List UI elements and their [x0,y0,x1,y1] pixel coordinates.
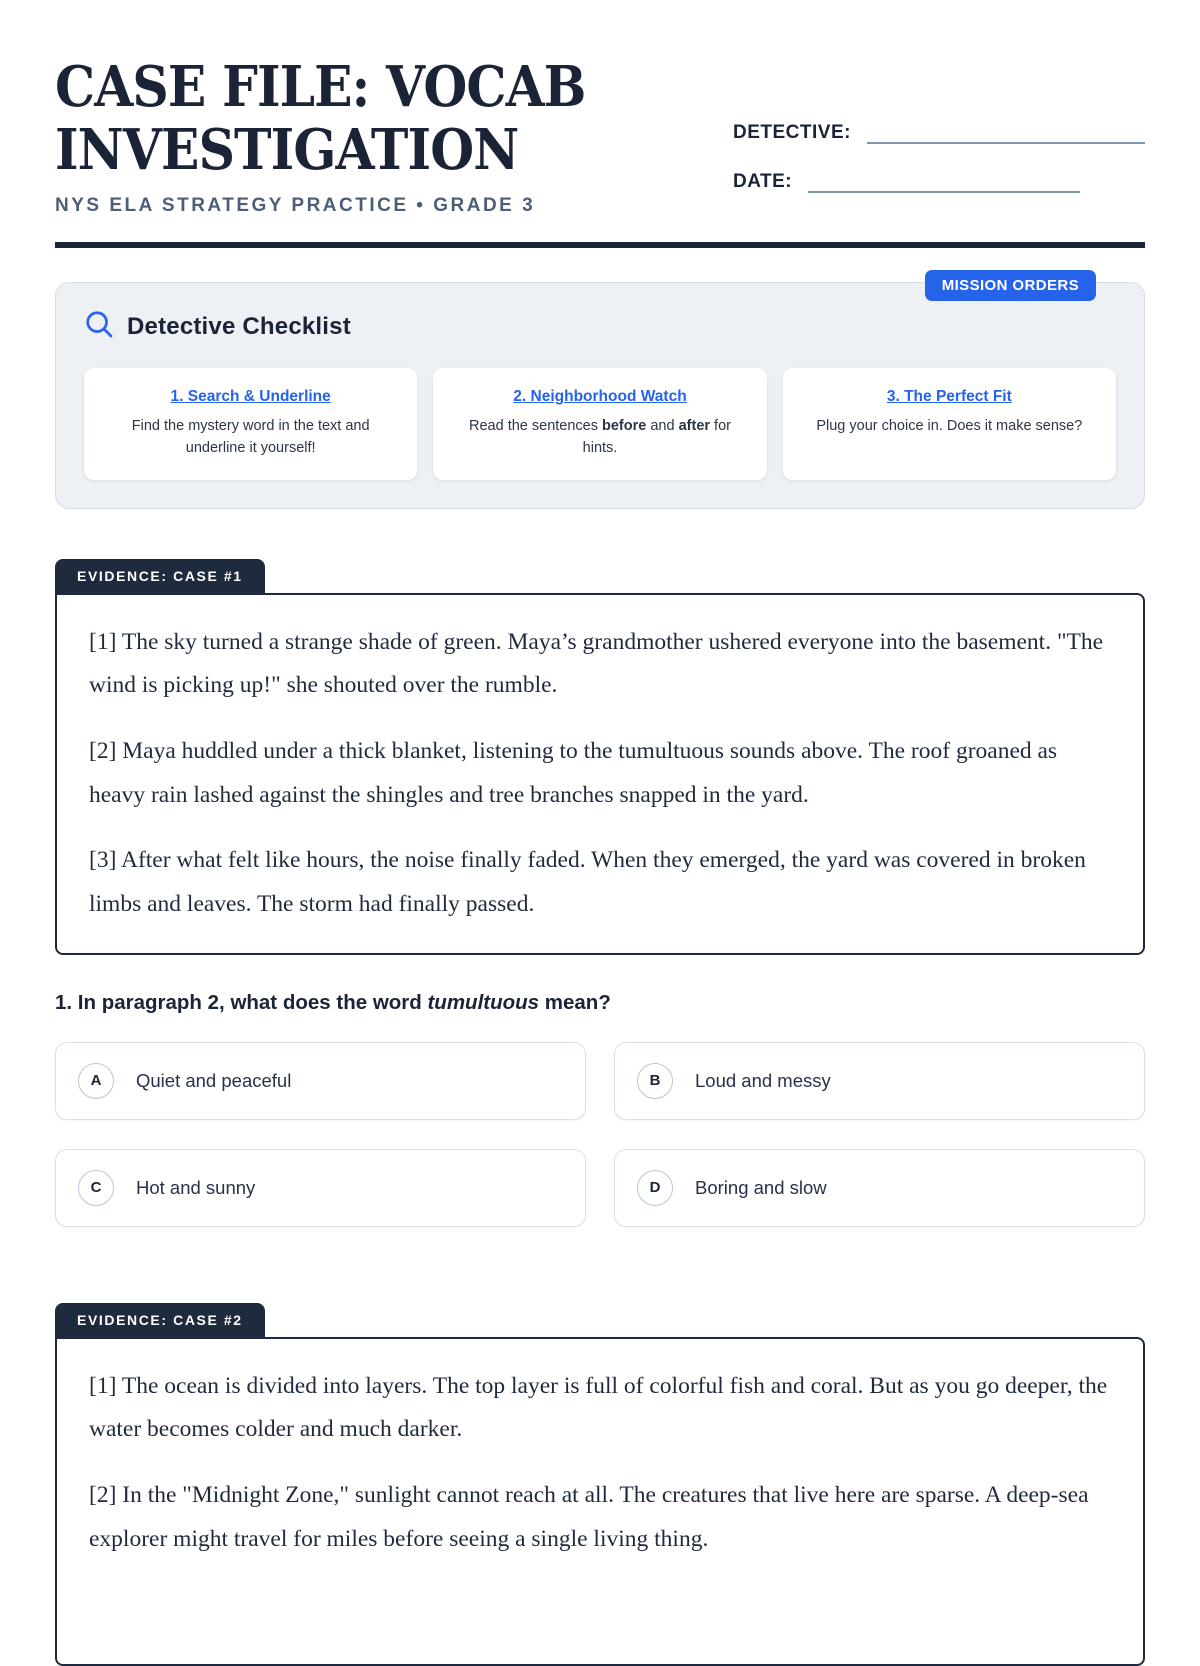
header-divider [55,242,1145,248]
date-blank-line[interactable] [808,171,1080,193]
checklist-card-2-heading[interactable]: 2. Neighborhood Watch [513,388,687,405]
evidence-case-1-box [55,593,1145,955]
detective-blank-line[interactable] [867,122,1145,144]
checklist-card-2-text-2: and [646,418,679,434]
page-title [55,56,665,181]
date-field-row [733,171,1145,193]
option-c-letter-circle: C [78,1170,114,1206]
checklist-card-3-text: Plug your choice in. Does it make sense? [816,418,1083,434]
option-d[interactable] [614,1149,1145,1227]
checklist-cards [84,368,1116,480]
evidence-case-2-tab: EVIDENCE: CASE #2 [55,1303,265,1337]
date-label: DATE: [733,171,793,192]
question-1-text-end: mean? [539,990,611,1014]
title-block [55,56,733,220]
option-d-text: Boring and slow [695,1176,827,1198]
header [55,56,1145,220]
evidence-case-2-section [55,1303,1145,1666]
option-a-letter-circle: A [78,1063,114,1099]
checklist-card-3-heading[interactable]: 3. The Perfect Fit [886,388,1012,405]
search-icon [84,309,114,344]
name-date-fields [733,56,1145,220]
case-2-paragraph-2: [2] In the "Midnight Zone," sunlight cannot reach at all. The creatures that live here are sparse. A deep-sea explorer might travel for miles before seeing a single living thing. [89,1482,1089,1552]
case-2-paragraph-1: [1] The ocean is divided into layers. The top layer is full of colorful fish and coral. But as you go deeper, the water becomes colder and much darker. [89,1372,1108,1443]
checklist-card-2-bold-before: before [602,418,647,434]
checklist-card-1-text: Find the mystery word in the text and underline it yourself! [131,418,370,456]
option-a[interactable] [55,1042,586,1120]
checklist-card-perfect-fit [783,368,1116,480]
detective-checklist-panel [55,277,1145,509]
question-1-vocab-word: tumultuous [427,990,540,1014]
option-d-letter-circle: D [637,1170,673,1206]
evidence-case-1-section [55,559,1145,955]
page-subtitle: NYS ELA STRATEGY PRACTICE • GRADE 3 [55,195,536,217]
option-c[interactable] [55,1149,586,1227]
case-1-paragraph-1: [1] The sky turned a strange shade of green. Maya’s grandmother ushered everyone into the basement. "The wind is picking up!" she shouted over the rumble. [89,628,1104,699]
option-a-text: Quiet and peaceful [136,1069,292,1091]
case-1-paragraph-3: [3] After what felt like hours, the noise finally faded. When they emerged, the yard was covered in broken limbs and leaves. The storm had finally passed. [89,847,1086,918]
evidence-case-2-box [55,1337,1145,1666]
mission-orders-badge: MISSION ORDERS [925,270,1096,301]
checklist-card-search-underline [84,368,417,480]
checklist-card-2-body [451,416,748,460]
detective-label: DETECTIVE: [733,122,851,143]
checklist-card-1-body [102,416,399,460]
answer-options [55,1042,1145,1227]
checklist-card-3-body [801,416,1098,438]
option-b-letter-circle: B [637,1063,673,1099]
page-title-line1: CASE FILE: VOCAB [55,54,586,120]
checklist-card-2-text-3: for hints. [582,418,731,456]
checklist-title: Detective Checklist [127,312,351,340]
question-1-text: 1. In paragraph 2, what does the word [55,990,428,1014]
option-b[interactable] [614,1042,1145,1120]
checklist-card-2-text-1: Read the sentences [469,418,603,434]
question-1 [55,991,1145,1015]
page-title-line2: INVESTIGATION [55,116,519,183]
option-c-text: Hot and sunny [136,1176,256,1198]
checklist-card-1-heading[interactable]: 1. Search & Underline [170,388,331,405]
checklist-card-neighborhood-watch [433,368,766,480]
detective-field-row [733,122,1145,144]
option-b-text: Loud and messy [695,1069,831,1091]
case-1-paragraph-2: [2] Maya huddled under a thick blanket, listening to the tumultuous sounds above. The roof groaned as heavy rain lashed against the shingles and tree branches snapped in the yard. [89,737,1058,808]
checklist-card-2-bold-after: after [678,418,711,434]
checklist-heading [84,309,1116,344]
evidence-case-1-tab: EVIDENCE: CASE #1 [55,559,265,593]
